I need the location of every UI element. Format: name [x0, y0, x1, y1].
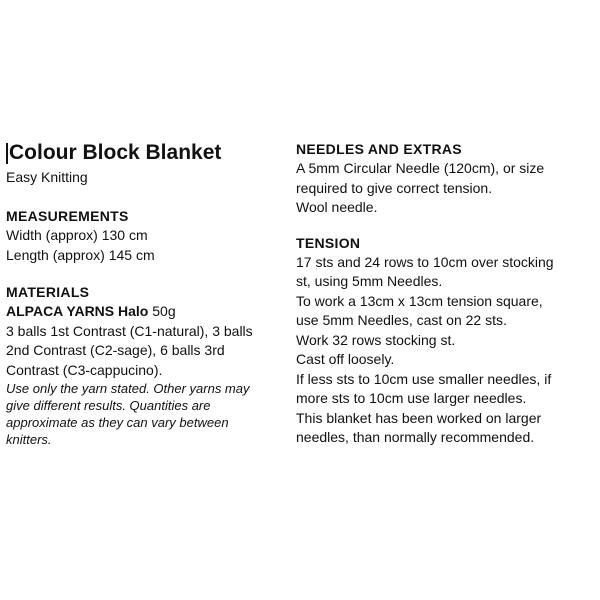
pattern-title-text: Colour Block Blanket — [9, 141, 222, 164]
materials-line: 2nd Contrast (C2-sage), 6 balls 3rd — [6, 342, 225, 358]
measurements-section — [6, 207, 286, 265]
tension-line: 17 sts and 24 rows to 10cm over stocking — [296, 253, 554, 270]
measurement-length: Length (approx) 145 cm — [6, 246, 155, 263]
text-cursor — [6, 143, 8, 164]
materials-heading: MATERIALS — [6, 284, 90, 300]
yarn-line — [6, 302, 286, 322]
tension-heading: TENSION — [296, 234, 361, 251]
right-column — [296, 140, 596, 448]
yarn-brand: ALPACA YARNS Halo — [6, 303, 149, 319]
needles-line: A 5mm Circular Needle (120cm), or size — [296, 160, 545, 176]
materials-line: 3 balls 1st Contrast (C1-natural), 3 balls — [6, 322, 253, 339]
tension-line: To work a 13cm x 13cm tension square, — [296, 292, 543, 309]
tension-line: use 5mm Needles, cast on 22 sts. — [296, 312, 507, 328]
materials-line: Contrast (C3-cappucino). — [6, 361, 163, 378]
tension-section — [296, 234, 596, 448]
tension-line: Work 32 rows stocking st. — [296, 331, 456, 348]
pattern-title — [6, 140, 286, 166]
materials-section — [6, 283, 286, 448]
measurement-width: Width (approx) 130 cm — [6, 227, 148, 243]
tension-line: This blanket has been worked on larger — [296, 409, 542, 426]
measurements-heading: MEASUREMENTS — [6, 208, 129, 224]
tension-line: more sts to 10cm use larger needles. — [296, 390, 527, 406]
pattern-subtitle: Easy Knitting — [6, 169, 88, 185]
materials-note: give different results. Quantities are — [6, 398, 211, 413]
tension-line: If less sts to 10cm use smaller needles, if — [296, 370, 552, 387]
yarn-weight: 50g — [148, 303, 176, 319]
materials-note: knitters. — [6, 432, 52, 447]
tension-line: Cast off loosely. — [296, 351, 395, 367]
needles-section — [296, 140, 596, 218]
materials-note: Use only the yarn stated. Other yarns may — [6, 381, 250, 396]
tension-line: needles, than normally recommended. — [296, 429, 535, 445]
needles-line: Wool needle. — [296, 199, 378, 215]
left-column — [6, 140, 286, 448]
tension-line: st, using 5mm Needles. — [296, 273, 443, 289]
needles-heading: NEEDLES AND EXTRAS — [296, 141, 462, 157]
needles-line: required to give correct tension. — [296, 179, 493, 196]
materials-note: approximate as they can vary between — [6, 415, 229, 430]
